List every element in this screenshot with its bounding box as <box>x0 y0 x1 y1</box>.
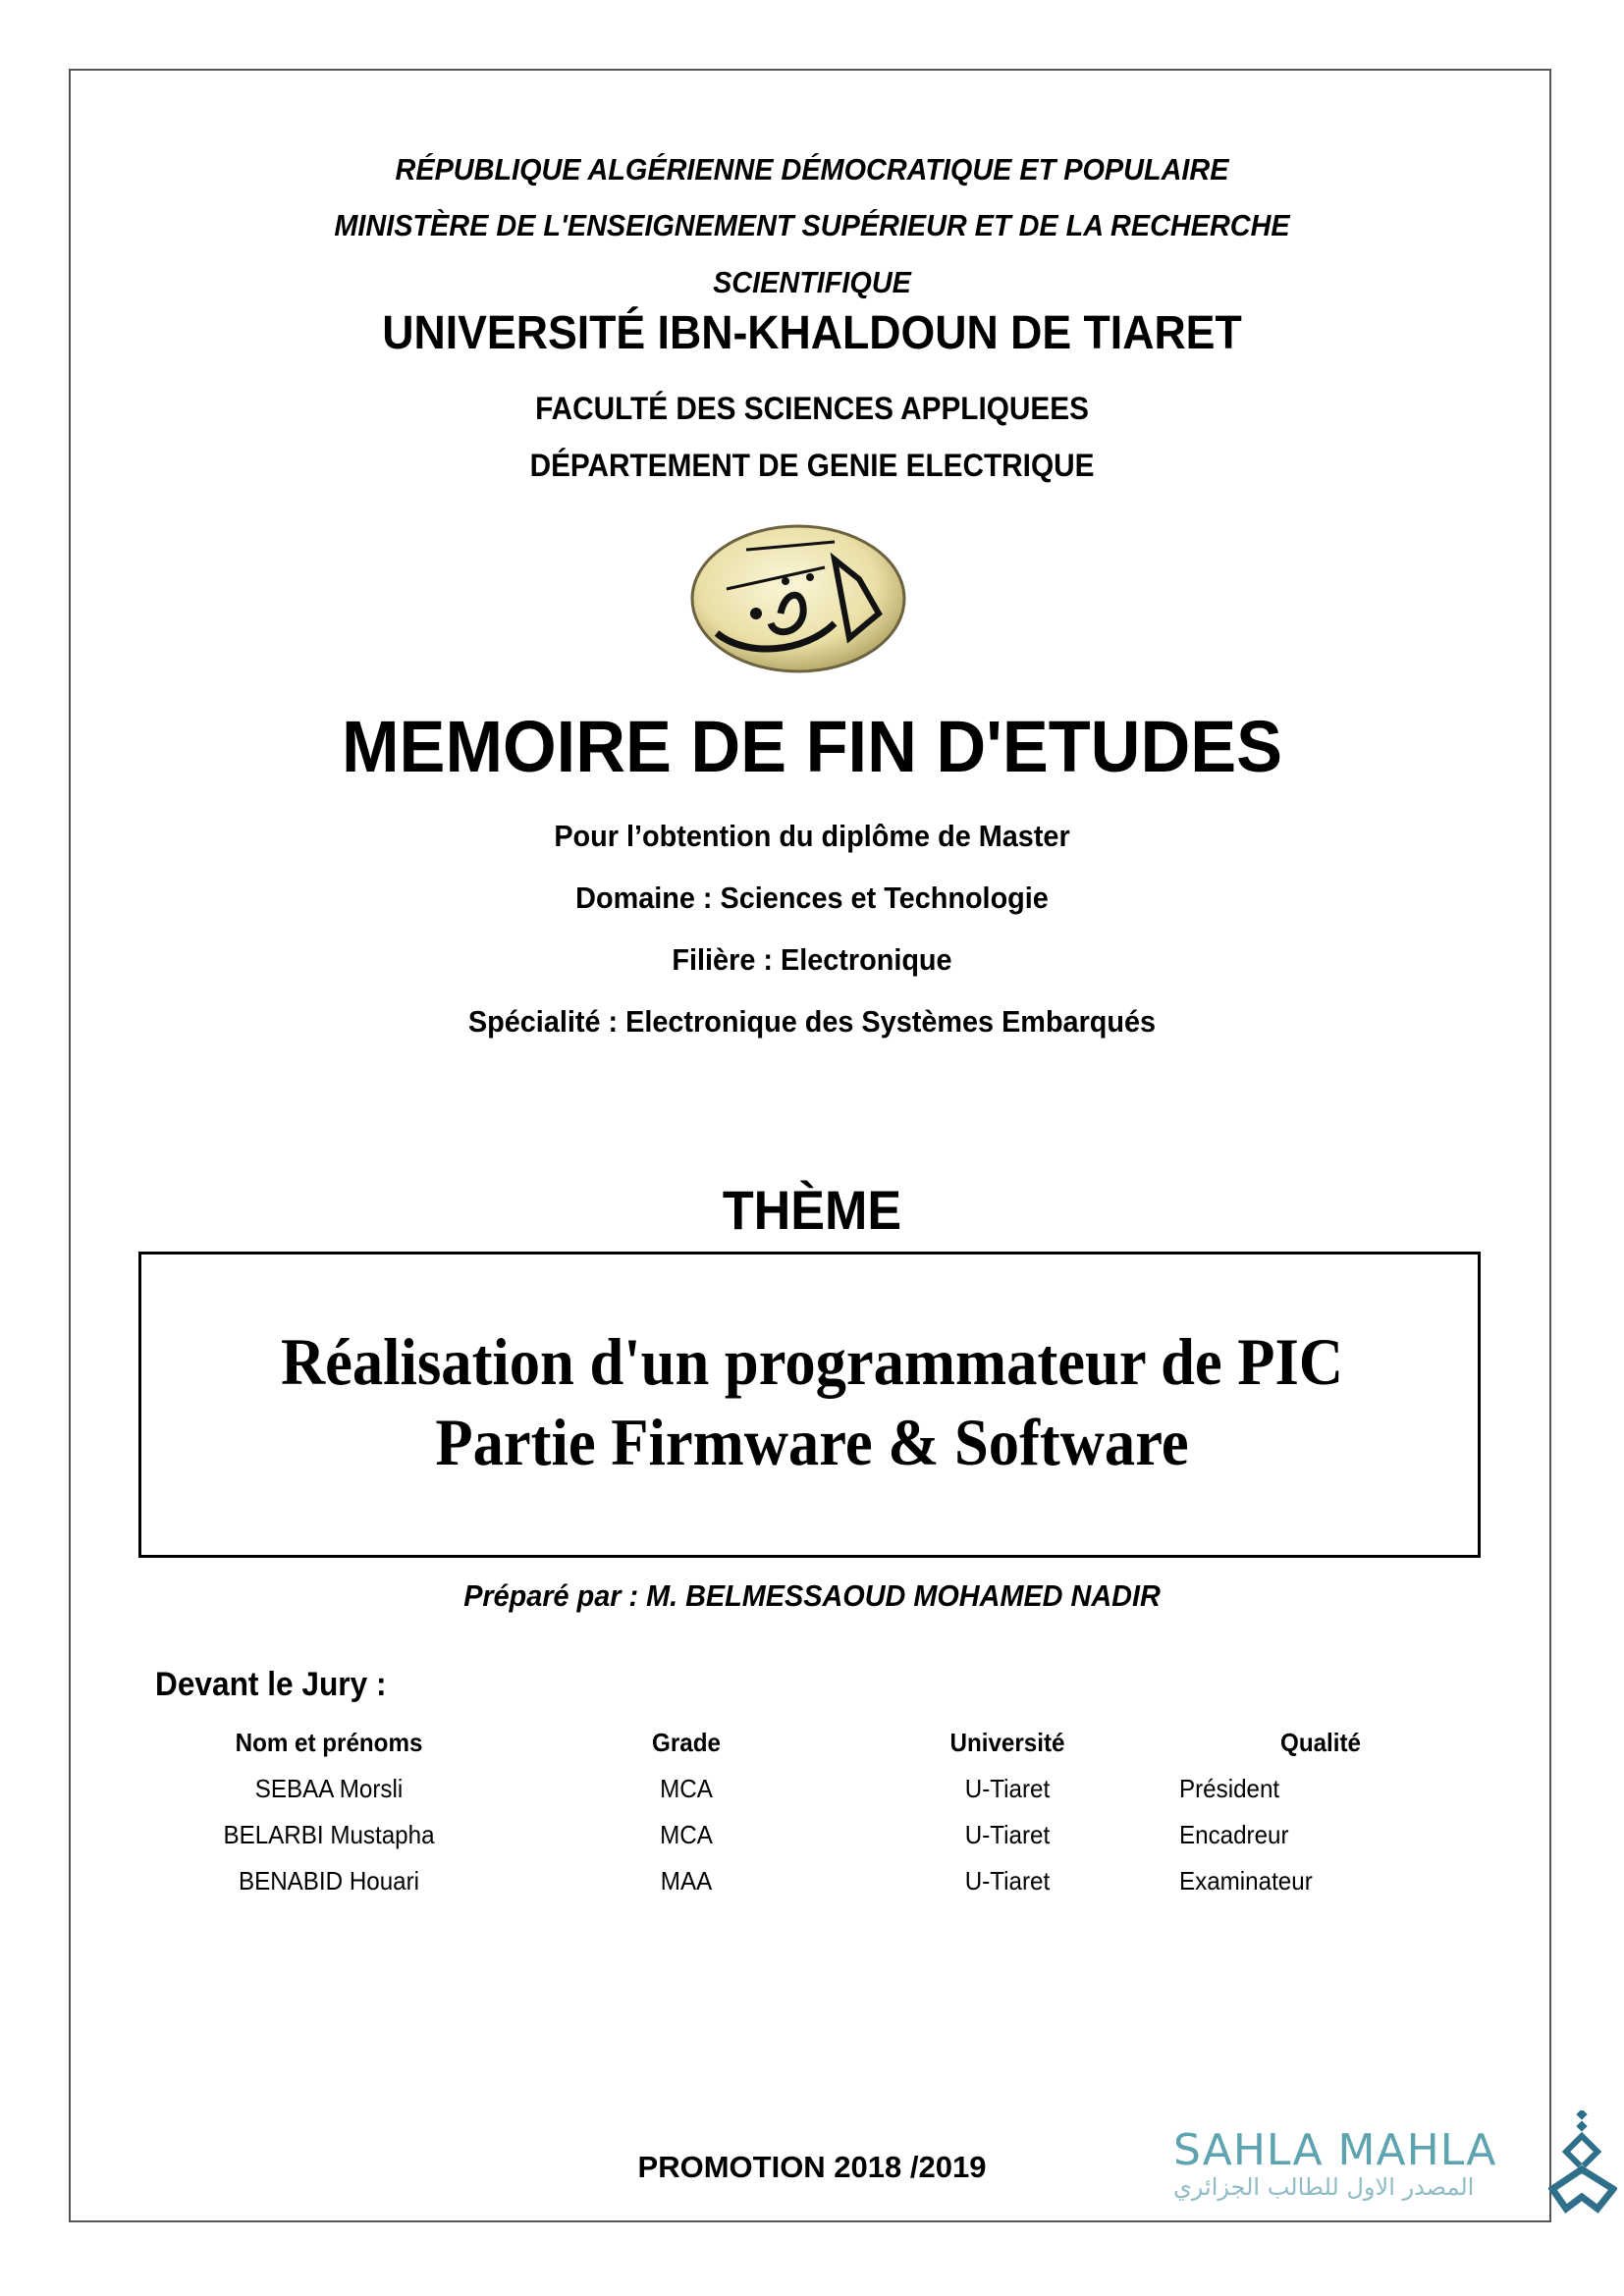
diploma-line: Pour l’obtention du diplôme de Master <box>554 819 1070 853</box>
header-university: Université <box>949 1728 1065 1757</box>
ministry-heading-line1: MINISTÈRE DE L'ENSEIGNEMENT SUPÉRIEUR ET DE LA RECHERCHE <box>334 208 1290 242</box>
header-name: Nom et prénoms <box>235 1728 423 1757</box>
jury-role: Encadreur <box>1179 1820 1289 1849</box>
jury-university: U-Tiaret <box>964 1774 1051 1803</box>
theme-title-line1: Réalisation d'un programmateur de PIC <box>280 1324 1344 1399</box>
jury-grade: MAA <box>660 1866 713 1896</box>
sahla-mahla-watermark <box>1173 2125 1546 2201</box>
jury-grade: MCA <box>660 1820 713 1849</box>
theme-title-line2: Partie Firmware & Software <box>435 1405 1189 1479</box>
jury-university: U-Tiaret <box>964 1866 1051 1896</box>
jury-role: Président <box>1179 1774 1280 1803</box>
prepared-by: Préparé par : M. BELMESSAOUD MOHAMED NADIR <box>463 1578 1161 1613</box>
ministry-heading-line2: SCIENTIFIQUE <box>713 265 911 299</box>
watermark-title: SAHLA MAHLA <box>1173 2125 1497 2175</box>
header-role: Qualité <box>1280 1728 1361 1757</box>
specialite-line: Spécialité : Electronique des Systèmes Embarqués <box>467 1004 1157 1039</box>
jury-name: BELARBI Mustapha <box>223 1820 435 1849</box>
theme-label: THÈME <box>722 1179 902 1241</box>
header-grade: Grade <box>652 1728 721 1757</box>
domain-line: Domaine : Sciences et Technologie <box>575 881 1049 915</box>
jury-grade: MCA <box>660 1774 713 1803</box>
department-name: DÉPARTEMENT DE GENIE ELECTRIQUE <box>529 448 1095 483</box>
jury-role: Examinateur <box>1179 1866 1313 1896</box>
jury-university: U-Tiaret <box>964 1820 1051 1849</box>
jury-label: Devant le Jury : <box>155 1666 387 1703</box>
university-name: UNIVERSITÉ IBN-KHALDOUN DE TIARET <box>382 307 1242 359</box>
promotion-year: PROMOTION 2018 /2019 <box>637 2150 987 2184</box>
jury-name: SEBAA Morsli <box>254 1774 404 1803</box>
document-title: MEMOIRE DE FIN D'ETUDES <box>341 706 1283 787</box>
republic-heading: RÉPUBLIQUE ALGÉRIENNE DÉMOCRATIQUE ET POPULAIRE <box>395 152 1229 187</box>
university-seal-icon <box>687 520 909 677</box>
filiere-line: Filière : Electronique <box>672 942 952 977</box>
sahla-mahla-emblem-icon <box>1548 2110 1617 2214</box>
faculty-name: FACULTÉ DES SCIENCES APPLIQUEES <box>535 391 1089 426</box>
jury-name: BENABID Houari <box>238 1866 420 1896</box>
watermark-subtitle: المصدر الاول للطالب الجزائري <box>1173 2173 1475 2201</box>
